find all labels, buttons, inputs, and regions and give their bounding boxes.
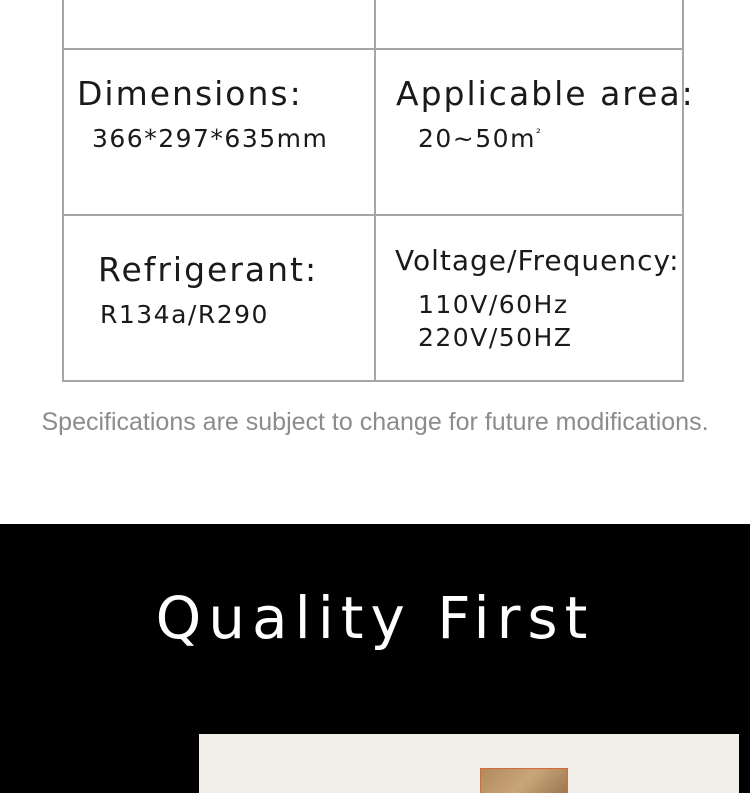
product-photo-detail: [480, 768, 568, 793]
refrigerant-label: Refrigerant:: [98, 250, 319, 289]
section-title: Quality First: [155, 584, 595, 652]
voltage-frequency-value: 220V/50HZ: [418, 323, 573, 352]
applicable-area-label: Applicable area:: [396, 74, 695, 113]
applicable-area-number: 20~50m: [418, 124, 536, 153]
table-column-divider: [374, 0, 376, 380]
voltage-frequency-label: Voltage/Frequency:: [395, 244, 680, 277]
spec-table: [62, 0, 695, 382]
table-row-divider: [64, 214, 682, 216]
table-row-divider: [64, 48, 682, 50]
voltage-frequency-value: 110V/60Hz: [418, 290, 569, 319]
dimensions-value: 366*297*635mm: [92, 124, 329, 153]
applicable-area-value: [418, 124, 541, 153]
refrigerant-value: R134a/R290: [100, 300, 269, 329]
product-photo: [199, 734, 739, 793]
quality-section: [0, 524, 750, 793]
specifications-note: Specifications are subject to change for future modifications.: [41, 408, 709, 436]
dimensions-label: Dimensions:: [77, 74, 303, 113]
area-unit-superscript: ²: [535, 126, 541, 140]
